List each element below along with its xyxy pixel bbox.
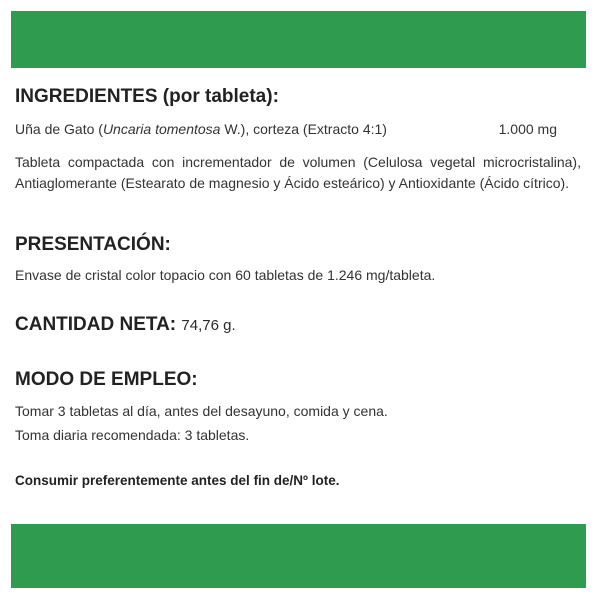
presentation-heading: PRESENTACIÓN: [15,234,171,255]
usage-line-1: Tomar 3 tabletas al día, antes del desayuno, comida y cena. [15,403,388,419]
ingredients-description: Tableta compactada con incrementador de volumen (Celulosa vegetal microcristalina), Antiaglomerante (Estearato de magnesio y Ácido esteárico) y Antioxidante (Ácido cítrico). [15,154,581,191]
net-quantity-value: 74,76 g. [181,317,236,334]
net-quantity-heading: CANTIDAD NETA: [15,314,177,335]
ingredient-name-suffix: W.), corteza (Extracto 4:1) [220,121,387,137]
usage-heading: MODO DE EMPLEO: [15,369,198,390]
top-green-band [11,11,586,68]
presentation-text: Envase de cristal color topacio con 60 tabletas de 1.246 mg/tableta. [15,267,436,283]
expiry-note: Consumir preferentemente antes del fin de/Nº lote. [15,473,340,488]
ingredients-heading: INGREDIENTES (por tableta): [15,86,279,107]
ingredient-line [15,121,581,137]
ingredient-name-prefix: Uña de Gato ( [15,121,103,137]
bottom-green-band [11,524,586,588]
ingredient-amount: 1.000 mg [498,121,557,137]
ingredient-scientific-name: Uncaria tomentosa [102,121,221,137]
net-quantity [15,314,236,336]
usage-line-2: Toma diaria recomendada: 3 tabletas. [15,427,250,443]
